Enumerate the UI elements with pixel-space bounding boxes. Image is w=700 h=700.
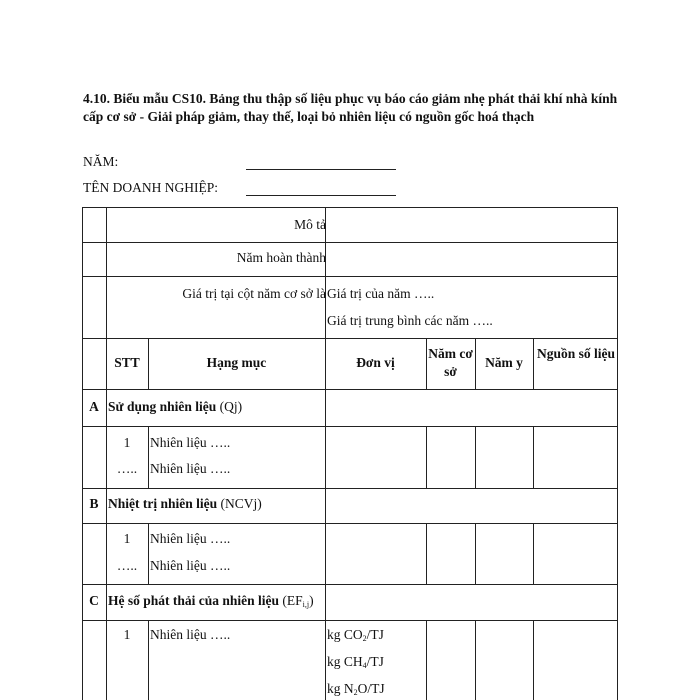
section-c-row1-item: Nhiên liệu ….. [150, 627, 231, 642]
section-b-row2-item: Nhiên liệu ….. [150, 558, 231, 573]
section-b-suffix: (NCVj) [220, 496, 262, 511]
col-line-base-year-b [426, 523, 427, 584]
data-table [82, 207, 618, 700]
row-line-6 [82, 488, 618, 489]
section-a-row2-item: Nhiên liệu ….. [150, 461, 231, 476]
section-b-title [108, 495, 508, 513]
header-unit: Đơn vị [356, 355, 395, 370]
col-line-year-y-c [475, 620, 476, 700]
section-a-row1-stt: 1 [123, 435, 131, 450]
unit-ch4: kg $CH_4/TJ$ [327, 654, 384, 670]
completion-year-label: Năm hoàn thành [236, 250, 326, 265]
row-line-8 [82, 584, 618, 585]
table-border-right [617, 207, 618, 700]
year-blank-line[interactable] [246, 154, 396, 170]
section-a-suffix: (Qj) [219, 399, 243, 414]
value-of-year-text: Giá trị của năm ….. [327, 286, 435, 301]
section-b-title-text: Nhiệt trị nhiên liệu [108, 496, 218, 511]
header-stt: STT [114, 355, 140, 370]
row-line-4 [82, 389, 618, 390]
col-line-stt-a [148, 426, 149, 488]
section-c-title-text: Hệ số phát thải của nhiên liệu [108, 593, 280, 608]
col-line-year-y-a [475, 426, 476, 488]
col-line-source-h [533, 338, 534, 389]
table-border-left [82, 207, 83, 700]
section-a-title [108, 398, 508, 416]
year-label: NĂM: [83, 154, 119, 169]
row-line-9 [82, 620, 618, 621]
section-b-row2-stt: ….. [116, 558, 138, 573]
col-line-source-a [533, 426, 534, 488]
header-year-y: Năm y [485, 355, 523, 370]
section-c-suffix: $(EF_{i,j})$ [282, 593, 314, 609]
section-c-row1-stt: 1 [123, 627, 131, 642]
col-line-base-year-a [426, 426, 427, 488]
section-b-code: B [89, 496, 99, 511]
company-field [83, 180, 218, 198]
row-line-3 [82, 338, 618, 339]
section-c-code: C [89, 593, 99, 608]
year-field [83, 154, 118, 172]
form-title: 4.10. Biểu mẫu CS10. Bảng thu thập số liệu phục vụ báo cáo giảm nhẹ phát thải khí nhà kính cấp cơ sở - Giải pháp giảm, thay thế, loại bỏ nhiên liệu có nguồn gốc hoá thạch [83, 91, 618, 124]
col-line-year-y-b [475, 523, 476, 584]
row-line-5 [82, 426, 618, 427]
header-base-year: Năm cơ sở [428, 346, 473, 379]
desc-label: Mô tả [294, 217, 326, 232]
section-b-row1-stt: 1 [123, 531, 131, 546]
col-line-stt-b [148, 523, 149, 584]
section-a-row1-item: Nhiên liệu ….. [150, 435, 231, 450]
base-year-value-label: Giá trị tại cột năm cơ sở là [182, 286, 326, 301]
col-line-source-b [533, 523, 534, 584]
col-line-source-c [533, 620, 534, 700]
col-line-stt-c [148, 620, 149, 700]
company-blank-line[interactable] [246, 180, 396, 196]
unit-co2: kg $CO_2/TJ$ [327, 627, 384, 643]
col-line-base-year-c [426, 620, 427, 700]
section-a-row2-stt: ….. [116, 461, 138, 476]
col-line-unit-left [325, 207, 326, 700]
header-item: Hạng mục [206, 355, 267, 370]
row-line-top [82, 207, 618, 208]
section-a-code: A [89, 399, 99, 414]
section-c-title [108, 592, 508, 610]
row-line-2 [82, 276, 618, 277]
avg-value-text: Giá trị trung bình các năm ….. [327, 313, 493, 328]
section-b-row1-item: Nhiên liệu ….. [150, 531, 231, 546]
row-line-7 [82, 523, 618, 524]
section-a-title-text: Sử dụng nhiên liệu [108, 399, 217, 414]
company-label: TÊN DOANH NGHIỆP: [83, 180, 218, 195]
row-line-1 [82, 242, 618, 243]
unit-n2o: kg $N_2O/TJ$ [327, 681, 385, 697]
header-source: Nguồn số liệu [536, 346, 616, 361]
